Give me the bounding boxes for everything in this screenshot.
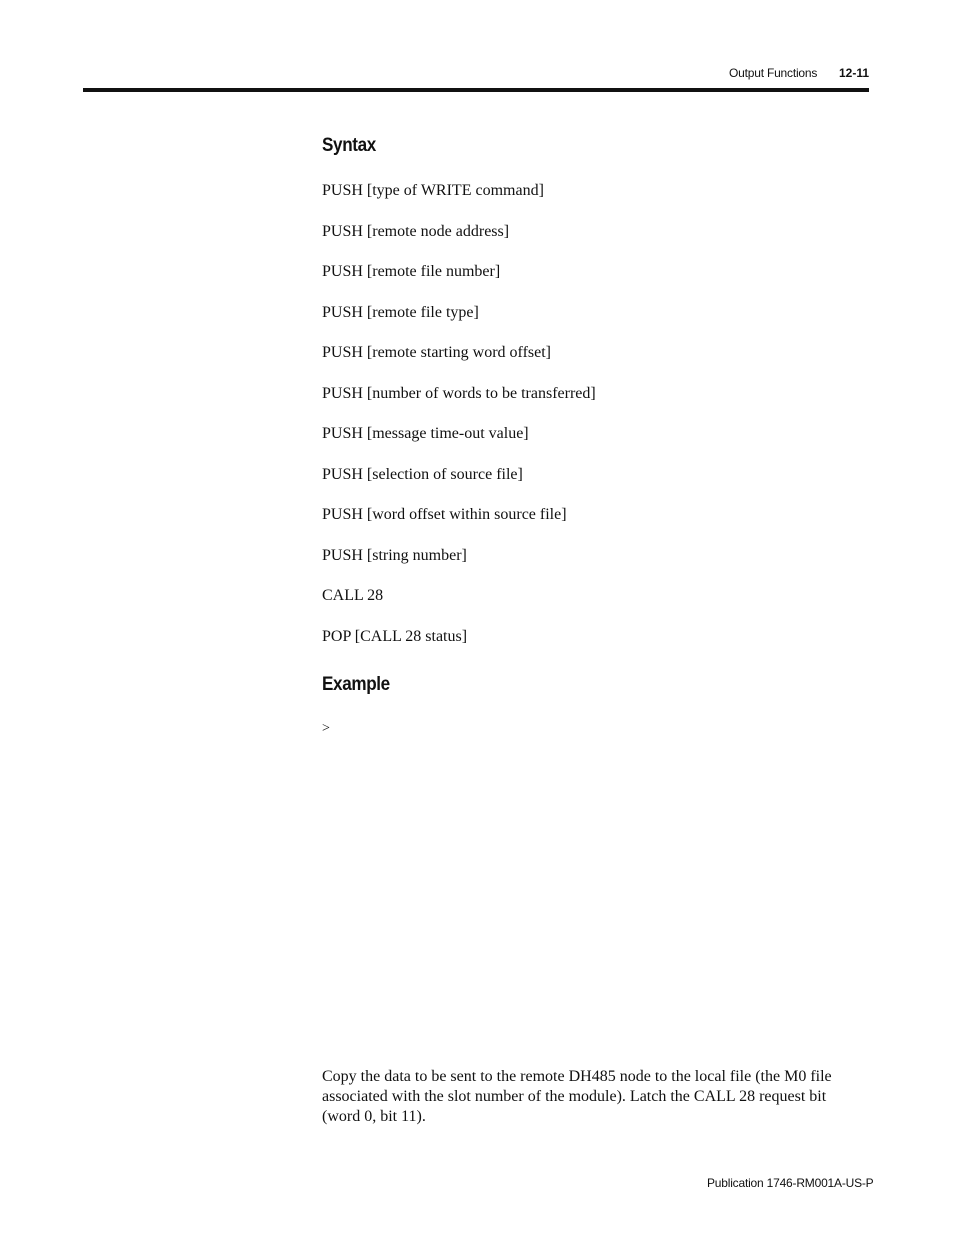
footer-publication-number: Publication 1746-RM001A-US-P: [707, 1176, 874, 1190]
syntax-line: PUSH [word offset within source file]: [322, 506, 567, 523]
syntax-list: [322, 180, 596, 666]
syntax-line: PUSH [message time-out value]: [322, 425, 529, 442]
syntax-heading: Syntax: [322, 135, 376, 156]
page-number: 12-11: [839, 66, 870, 80]
syntax-line: PUSH [type of WRITE command]: [322, 182, 544, 199]
running-header-section-title: Output Functions: [729, 66, 818, 80]
syntax-line: PUSH [remote starting word offset]: [322, 344, 551, 361]
syntax-line: PUSH [number of words to be transferred]: [322, 384, 596, 402]
example-description-paragraph: Copy the data to be sent to the remote DH485 node to the local file (the M0 file associated with the slot number of the module). Latch the CALL 28 request bit (word 0, bit 11).: [322, 1068, 832, 1125]
syntax-line: PUSH [remote node address]: [322, 222, 510, 240]
syntax-line: PUSH [string number]: [322, 546, 467, 564]
syntax-line: PUSH [selection of source file]: [322, 465, 523, 483]
syntax-line: PUSH [remote file number]: [322, 263, 501, 280]
syntax-line: PUSH [remote file type]: [322, 303, 479, 321]
header-rule: [83, 88, 869, 92]
syntax-line: CALL 28: [322, 587, 384, 604]
syntax-line: POP [CALL 28 status]: [322, 627, 468, 645]
example-prompt-marker: >: [322, 721, 330, 736]
example-heading: Example: [322, 674, 390, 695]
